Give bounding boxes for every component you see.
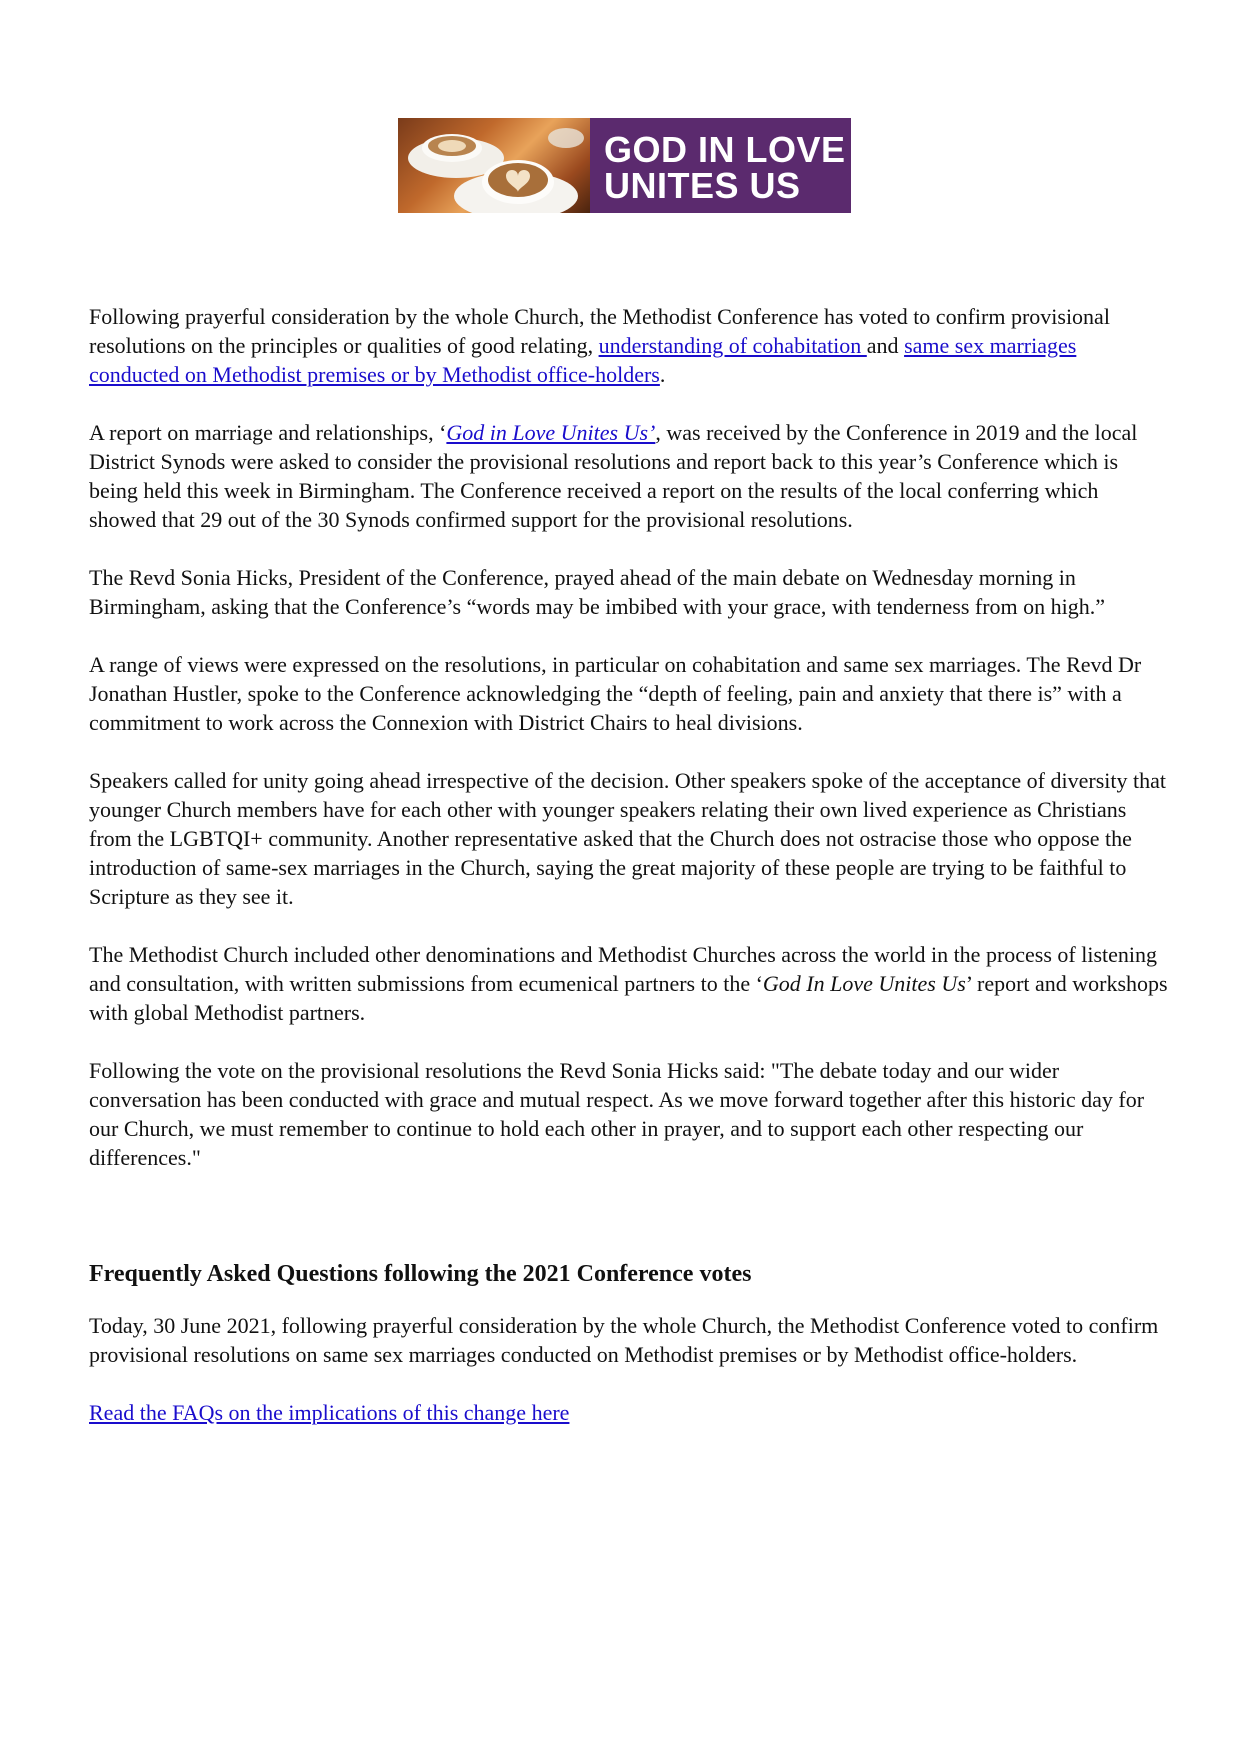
article-paragraph-6 bbox=[89, 940, 1169, 1027]
faq-heading: Frequently Asked Questions following the 2021 Conference votes bbox=[89, 1261, 752, 1287]
banner-title-line1: GOD IN LOVE bbox=[604, 129, 846, 170]
paragraph-text: , was received by the Conference in 2019 and the local District Synods were asked to consider the provisional resolutions and report back to this year’s Conference which is being held this week in Birmingham. The Conference received a report on the results of the local conferring which showed that 29 out of the 30 Synods confirmed support for the provisional resolutions. bbox=[89, 420, 1138, 532]
read-faqs-link[interactable]: Read the FAQs on the implications of this change here bbox=[89, 1400, 570, 1425]
article-content bbox=[89, 302, 1169, 1456]
report-title-italic: God In Love Unites Us bbox=[762, 971, 966, 996]
article-paragraph-2 bbox=[89, 418, 1169, 534]
section-spacer bbox=[89, 1201, 1169, 1259]
paragraph-text: . bbox=[659, 362, 666, 387]
faq-paragraph: Today, 30 June 2021, following prayerful consideration by the whole Church, the Methodist Conference voted to confirm provisional resolutions on same sex marriages conducted on Methodist premises or by Methodist office-holders. bbox=[89, 1313, 1159, 1367]
paragraph-text: A report on marriage and relationships, ‘ bbox=[89, 420, 447, 445]
article-paragraph-4: A range of views were expressed on the resolutions, in particular on cohabitation and same sex marriages. The Revd Dr Jonathan Hustler, spoke to the Conference acknowledging the “depth of feeling, pain and anxiety that there is” with a commitment to work across the Connexion with District Chairs to heal divisions. bbox=[89, 652, 1142, 735]
article-paragraph-1 bbox=[89, 302, 1169, 389]
coffee-cups-image bbox=[398, 118, 590, 213]
god-in-love-unites-us-banner bbox=[398, 118, 851, 213]
paragraph-text: Following prayerful consideration by the whole Church, the Methodist Conference has voted to confirm provisional resolutions on the principles or qualities of good relating, bbox=[89, 304, 1110, 358]
god-in-love-unites-us-link[interactable]: God in Love Unites Us’ bbox=[446, 420, 656, 445]
coffee-cups-icon bbox=[398, 118, 590, 213]
faq-link-paragraph bbox=[89, 1398, 1169, 1427]
same-sex-marriages-link[interactable]: same sex marriages conducted on Methodist premises or by Methodist office-holders bbox=[89, 333, 1077, 387]
paragraph-text: ’ report and workshops with global Methodist partners. bbox=[89, 971, 1168, 1025]
paragraph-text: The Methodist Church included other denominations and Methodist Churches across the world in the process of listening and consultation, with written submissions from ecumenical partners to the ‘ bbox=[89, 942, 1158, 996]
article-paragraph-7: Following the vote on the provisional resolutions the Revd Sonia Hicks said: "The debate today and our wider conversation has been conducted with grace and mutual respect. As we move forward together after this historic day for our Church, we must remember to continue to hold each other in prayer, and to support each other respecting our differences." bbox=[89, 1058, 1145, 1170]
cohabitation-link[interactable]: understanding of cohabitation bbox=[598, 333, 867, 358]
article-paragraph-5: Speakers called for unity going ahead irrespective of the decision. Other speakers spoke of the acceptance of diversity that younger Church members have for each other with younger speakers relating their own lived experience as Christians from the LGBTQI+ community. Another representative asked that the Church does not ostracise those who oppose the introduction of same-sex marriages in the Church, saying the great majority of these people are trying to be faithful to Scripture as they see it. bbox=[89, 768, 1166, 909]
article-paragraph-3: The Revd Sonia Hicks, President of the Conference, prayed ahead of the main debate on Wednesday morning in Birmingham, asking that the Conference’s “words may be imbibed with your grace, with tenderness from on high.” bbox=[89, 565, 1106, 619]
paragraph-text: and bbox=[866, 333, 905, 358]
banner-title-line2: UNITES US bbox=[604, 165, 801, 206]
banner-title bbox=[590, 118, 851, 213]
